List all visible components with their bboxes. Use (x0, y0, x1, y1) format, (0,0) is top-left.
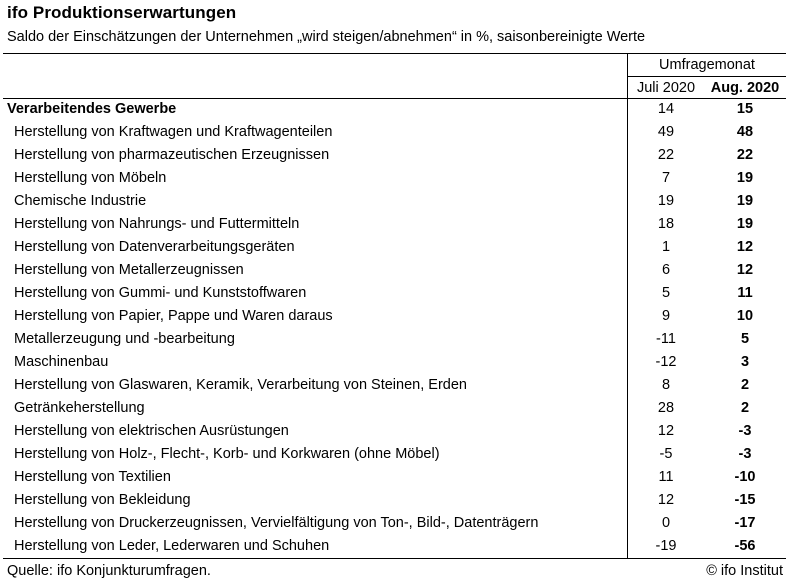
row-value-juli-2020: -5 (659, 446, 673, 462)
row-label: Herstellung von Textilien (14, 469, 171, 485)
row-label: Herstellung von Kraftwagen und Kraftwagenteilen (14, 124, 333, 140)
row-label: Herstellung von Nahrungs- und Futtermitteln (14, 216, 300, 232)
row-value-aug-2020: 12 (736, 239, 754, 255)
table-row (3, 213, 786, 236)
row-value-juli-2020: 12 (657, 492, 675, 508)
row-value-aug-2020: 2 (740, 400, 750, 416)
row-value-juli-2020: 9 (661, 308, 671, 324)
row-value-juli-2020: 0 (661, 515, 671, 531)
table-row (3, 420, 786, 443)
header-juli-2020: Juli 2020 (636, 80, 696, 96)
row-label: Chemische Industrie (14, 193, 147, 209)
table-row (3, 236, 786, 259)
header-aug-2020: Aug. 2020 (710, 80, 780, 96)
table-row (3, 259, 786, 282)
table-row (3, 351, 786, 374)
row-value-aug-2020: -3 (738, 446, 752, 462)
row-value-aug-2020: -56 (734, 538, 756, 554)
row-value-aug-2020: 5 (740, 331, 750, 347)
row-label: Herstellung von Metallerzeugnissen (14, 262, 244, 278)
table-row (3, 489, 786, 512)
table-row (3, 535, 786, 558)
row-label: Herstellung von Möbeln (14, 170, 167, 186)
row-value-aug-2020: 19 (736, 193, 754, 209)
row-label: Herstellung von Bekleidung (14, 492, 191, 508)
row-value-aug-2020: 19 (736, 216, 754, 232)
row-label: Herstellung von Leder, Lederwaren und Schuhen (14, 538, 330, 554)
source-note: Quelle: ifo Konjunkturumfragen. (7, 563, 211, 579)
row-value-aug-2020: 48 (736, 124, 754, 140)
table-row (3, 466, 786, 489)
table-bottom-rule (3, 558, 786, 559)
row-value-juli-2020: 14 (657, 101, 675, 117)
row-label: Verarbeitendes Gewerbe (7, 101, 177, 117)
table-row (3, 443, 786, 466)
table-row (3, 397, 786, 420)
row-value-juli-2020: 28 (657, 400, 675, 416)
table-row (3, 282, 786, 305)
row-value-aug-2020: -17 (734, 515, 756, 531)
row-value-aug-2020: 11 (737, 285, 753, 301)
row-label: Herstellung von elektrischen Ausrüstungen (14, 423, 289, 439)
table-row (3, 374, 786, 397)
row-value-juli-2020: 6 (661, 262, 671, 278)
row-value-juli-2020: -11 (656, 331, 676, 347)
row-value-aug-2020: -3 (738, 423, 752, 439)
row-label: Herstellung von Gummi- und Kunststoffwaren (14, 285, 307, 301)
row-value-juli-2020: 11 (658, 469, 674, 485)
row-label: Herstellung von Holz-, Flecht-, Korb- und Korkwaren (ohne Möbel) (14, 446, 440, 462)
row-value-aug-2020: 2 (740, 377, 750, 393)
row-value-juli-2020: 49 (657, 124, 675, 140)
table-row (3, 144, 786, 167)
header-umfragemonat: Umfragemonat (659, 57, 755, 73)
row-value-juli-2020: 12 (657, 423, 675, 439)
table-row (3, 121, 786, 144)
row-label: Metallerzeugung und -bearbeitung (14, 331, 235, 347)
row-value-aug-2020: -15 (734, 492, 756, 508)
table-row (3, 167, 786, 190)
row-value-juli-2020: 19 (657, 193, 675, 209)
row-value-juli-2020: -19 (655, 538, 677, 554)
row-label: Herstellung von Glaswaren, Keramik, Verarbeitung von Steinen, Erden (14, 377, 467, 393)
row-label: Herstellung von Druckerzeugnissen, Vervielfältigung von Ton-, Bild-, Datenträgern (14, 515, 539, 531)
row-label: Maschinenbau (14, 354, 109, 370)
page-subtitle: Saldo der Einschätzungen der Unternehmen „wird steigen/abnehmen“ in %, saisonbereinigte Werte (7, 29, 646, 45)
row-label: Herstellung von Papier, Pappe und Waren daraus (14, 308, 333, 324)
row-value-aug-2020: 22 (736, 147, 754, 163)
row-value-aug-2020: 3 (740, 354, 750, 370)
table-row (3, 512, 786, 535)
row-value-aug-2020: 10 (736, 308, 754, 324)
row-value-aug-2020: 19 (736, 170, 754, 186)
table-row (3, 98, 786, 121)
row-label: Herstellung von pharmazeutischen Erzeugnissen (14, 147, 330, 163)
row-value-juli-2020: 18 (657, 216, 675, 232)
row-value-juli-2020: -12 (655, 354, 677, 370)
table-row (3, 305, 786, 328)
copyright-note: © ifo Institut (706, 563, 783, 579)
row-value-juli-2020: 5 (661, 285, 671, 301)
table-row (3, 190, 786, 213)
row-value-aug-2020: -10 (734, 469, 756, 485)
row-value-aug-2020: 15 (736, 101, 754, 117)
row-value-juli-2020: 22 (657, 147, 675, 163)
row-value-juli-2020: 1 (661, 239, 671, 255)
table-row (3, 328, 786, 351)
row-value-juli-2020: 7 (661, 170, 671, 186)
page-title: ifo Produktionserwartungen (7, 3, 237, 22)
row-label: Herstellung von Datenverarbeitungsgeräten (14, 239, 295, 255)
row-label: Getränkeherstellung (14, 400, 145, 416)
row-value-aug-2020: 12 (736, 262, 754, 278)
row-value-juli-2020: 8 (661, 377, 671, 393)
table-body (3, 98, 786, 558)
